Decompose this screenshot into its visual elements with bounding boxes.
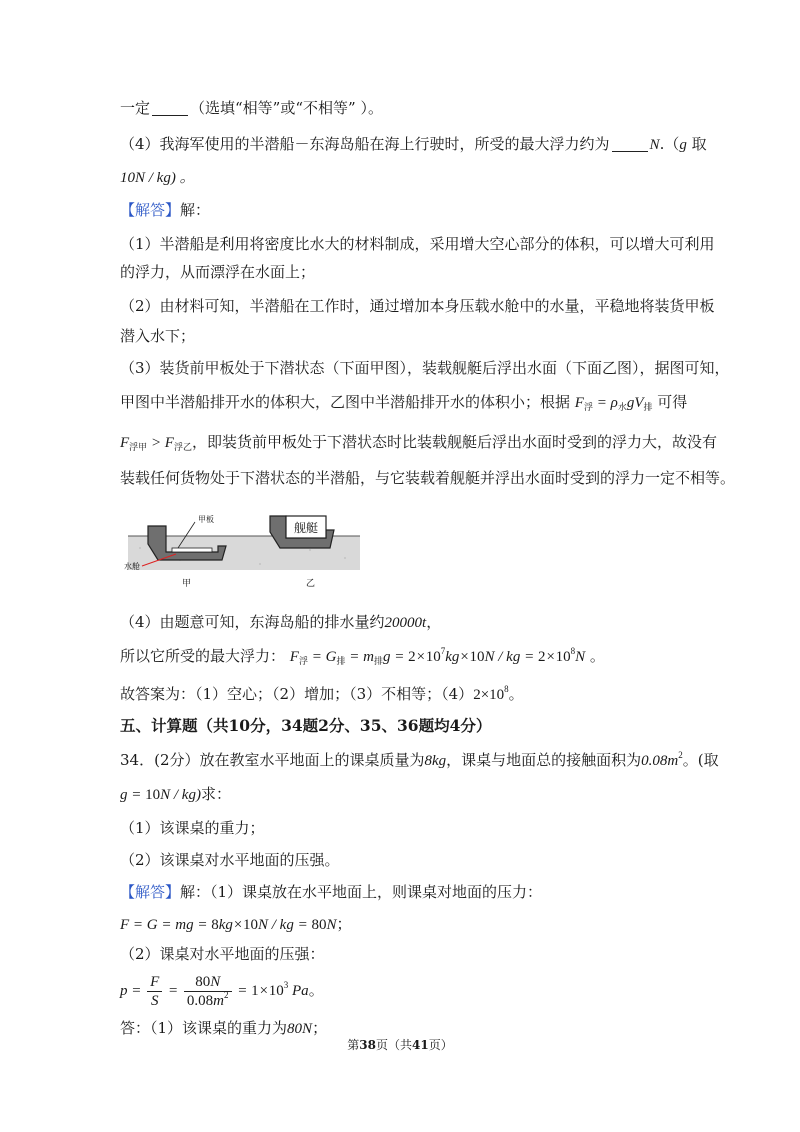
- para-3d: 装载任何货物处于下潜状态的半潜船，与它装载着舰艇并浮出水面时受到的浮力一定不相等。: [120, 469, 736, 487]
- answer-tag: 【解答】: [120, 201, 181, 219]
- text: ；: [336, 915, 352, 933]
- area: $0.08m^2$: [641, 750, 683, 769]
- deck-jia: [172, 548, 212, 552]
- text: ，: [426, 613, 442, 631]
- para-3c: [120, 432, 717, 453]
- text: 。: [508, 685, 524, 703]
- text: 求：: [200, 785, 231, 803]
- answer-blank: [612, 135, 648, 152]
- text: 所以它所受的最大浮力：: [120, 647, 286, 665]
- buoyancy-compare: $F_{浮甲} > F_{浮乙}$: [120, 435, 192, 452]
- label-tank: 水舱: [124, 562, 140, 571]
- q34-solution-header: [120, 882, 542, 902]
- label-warship: 舰艇: [293, 521, 319, 535]
- unit: N: [649, 137, 660, 153]
- text: （4）由题意可知，东海岛船的排水量约: [120, 613, 385, 631]
- max-buoyancy-formula: $F_浮 = G_排 = m_排g = 2\times 10^7kg\times 10N$ / kg = $2\times 10^8N$: [289, 646, 586, 666]
- q34-force-formula: [120, 914, 351, 935]
- answer-summary: [120, 684, 524, 705]
- total-pages: 41: [412, 1038, 429, 1052]
- text: 。: [308, 981, 324, 999]
- text: 故答案为：（1）空心；（2）增加；（3）不相等；（4）: [120, 685, 474, 703]
- semi-submersible-figure: [120, 508, 370, 588]
- buoyancy-formula: $F_浮 = \rho_水gV_排$: [574, 395, 653, 412]
- text: 甲图中半潜船排开水的体积大，乙图中半潜船排开水的体积小；根据: [120, 393, 571, 411]
- para-1b: 的浮力，从而漂浮在水面上；: [120, 263, 316, 281]
- text: 解：（1）课桌放在水平地面上，则课桌对地面的压力：: [180, 883, 543, 901]
- displacement: 20000t: [384, 615, 427, 631]
- para-3b: [120, 392, 687, 413]
- q34-pressure-formula: [120, 970, 324, 1011]
- page-number: 38: [359, 1038, 376, 1052]
- section-5-title: 五、计算题（共10分，34题2分、35、36题均4分）: [120, 716, 492, 735]
- mass: 8kg: [424, 753, 447, 769]
- answer-value: $2\times 10^8$: [473, 684, 509, 703]
- text: （选填“相等”或“不相等” ）。: [190, 99, 383, 117]
- q34-line-1: [120, 750, 719, 771]
- text: 解：: [180, 201, 211, 219]
- q34-part-1: （1）该课桌的重力；: [120, 819, 265, 837]
- text: 34．(2分）放在教室水平地面上的课桌质量为: [120, 751, 425, 769]
- footer-text: 第: [347, 1038, 360, 1052]
- weight-value: 80N: [287, 1021, 313, 1037]
- text: 取: [686, 135, 707, 153]
- page-footer: [0, 1036, 800, 1053]
- line-1: [120, 98, 383, 118]
- text: ，即装货前甲板处于下潜状态时比装载舰艇后浮出水面时受到的浮力大，故没有: [192, 433, 718, 451]
- footer-text: 页（共: [375, 1038, 412, 1052]
- text: 。(取: [682, 751, 719, 769]
- answer-tag: 【解答】: [120, 883, 181, 901]
- para-4a: [120, 612, 441, 633]
- force-formula: F = G = mg = 8kg×10N / kg = 80N: [120, 917, 337, 933]
- answer-header: [120, 200, 210, 220]
- text: .（: [659, 135, 680, 153]
- g-value: g = 10N / kg): [120, 787, 201, 803]
- symbol: g: [679, 137, 687, 153]
- text: （4）我海军使用的半潜船－东海岛船在海上行驶时，所受的最大浮力约为: [120, 135, 610, 153]
- text: 可得: [657, 393, 688, 411]
- q34-line-2: [120, 784, 231, 805]
- text: 答：（1）该课桌的重力为: [120, 1019, 288, 1037]
- line-3: 10N / kg) 。: [120, 170, 195, 186]
- text: ，课桌与地面总的接触面积为: [446, 751, 642, 769]
- pressure-formula: p = $\frac{F}{S}$ = $\frac{80N}{0.08m^2}$ = $1\times 10^3$ Pa: [120, 974, 309, 1010]
- para-2a: （2）由材料可知，半潜船在工作时，通过增加本身压载水舱中的水量，平稳地将装货甲板: [120, 297, 715, 315]
- area-value: 0.08m: [641, 753, 679, 769]
- text: 。: [589, 647, 605, 665]
- footer-text: 页）: [428, 1038, 453, 1052]
- para-1a: （1）半潜船是利用将密度比水大的材料制成，采用增大空心部分的体积，可以增大可利用: [120, 235, 715, 253]
- text: 一定: [120, 99, 151, 117]
- label-jia: 甲: [182, 579, 192, 588]
- label-yi: 乙: [306, 579, 316, 588]
- line-2: [120, 134, 707, 155]
- para-3a: （3）装货前甲板处于下潜状态（下面甲图），装载舰艇后浮出水面（下面乙图），据图可知，: [120, 359, 730, 377]
- label-deck: 甲板: [198, 515, 214, 524]
- q34-part-2: （2）该课桌对水平地面的压强。: [120, 851, 340, 869]
- para-2b: 潜入水下；: [120, 327, 196, 345]
- para-4b: [120, 646, 605, 667]
- answer-blank: [152, 99, 188, 116]
- q34-part2-label: （2）课桌对水平地面的压强：: [120, 945, 325, 963]
- text: ；: [312, 1019, 328, 1037]
